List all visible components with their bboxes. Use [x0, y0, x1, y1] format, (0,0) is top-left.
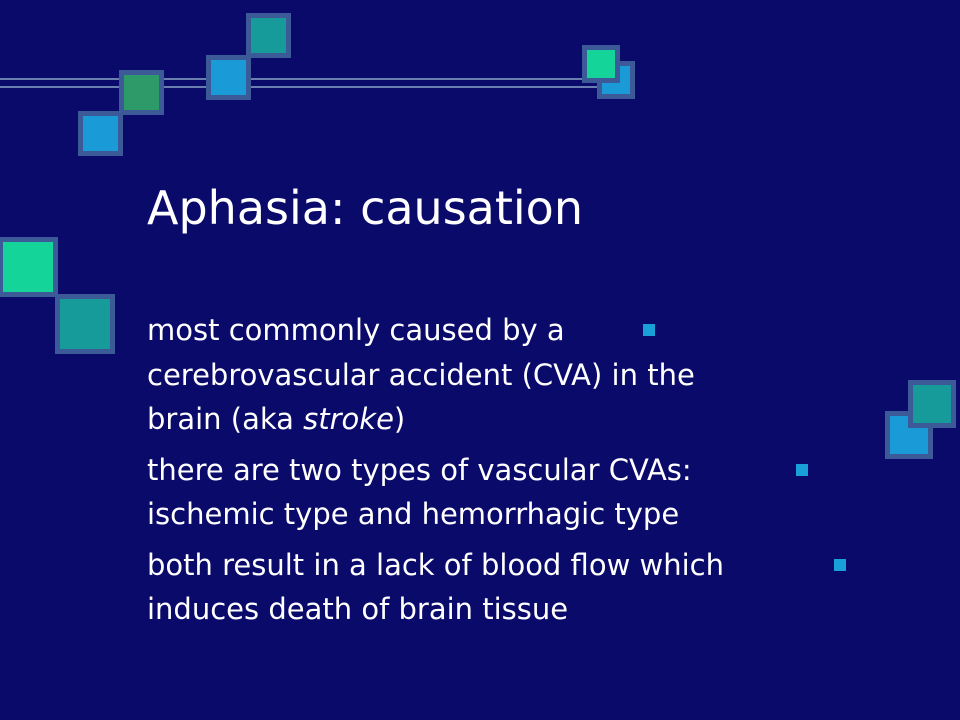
- decor-square: [908, 380, 956, 428]
- decor-square: [206, 55, 251, 100]
- square-bullet-icon: [643, 324, 655, 336]
- decor-square: [0, 237, 58, 297]
- bullet-text: ): [393, 402, 406, 436]
- bullet-list: [147, 308, 724, 638]
- decor-square: [78, 111, 123, 156]
- square-bullet-icon: [834, 559, 846, 571]
- bullet-line: there are two types of vascular CVAs:: [147, 452, 692, 487]
- bullet-line: induces death of brain tissue: [147, 592, 569, 626]
- bullet-line: both result in a lack of blood flow which: [147, 547, 724, 582]
- bullet-text: brain (aka: [147, 402, 304, 436]
- bullet-line: [147, 397, 724, 442]
- slide-title: Aphasia: causation: [147, 181, 583, 235]
- decor-square: [582, 45, 620, 83]
- decor-square: [119, 70, 164, 115]
- decor-line: [0, 86, 600, 88]
- bullet-line: cerebrovascular accident (CVA) in the: [147, 357, 695, 392]
- bullet-item: [147, 543, 724, 632]
- bullet-emphasis: stroke: [303, 402, 394, 436]
- bullet-item: [147, 308, 724, 442]
- decor-square: [246, 13, 291, 58]
- bullet-line: most commonly caused by a: [147, 313, 565, 347]
- decor-square: [55, 294, 115, 354]
- decor-line: [0, 78, 600, 80]
- bullet-line: ischemic type and hemorrhagic type: [147, 497, 680, 531]
- bullet-item: [147, 448, 724, 537]
- square-bullet-icon: [796, 464, 808, 476]
